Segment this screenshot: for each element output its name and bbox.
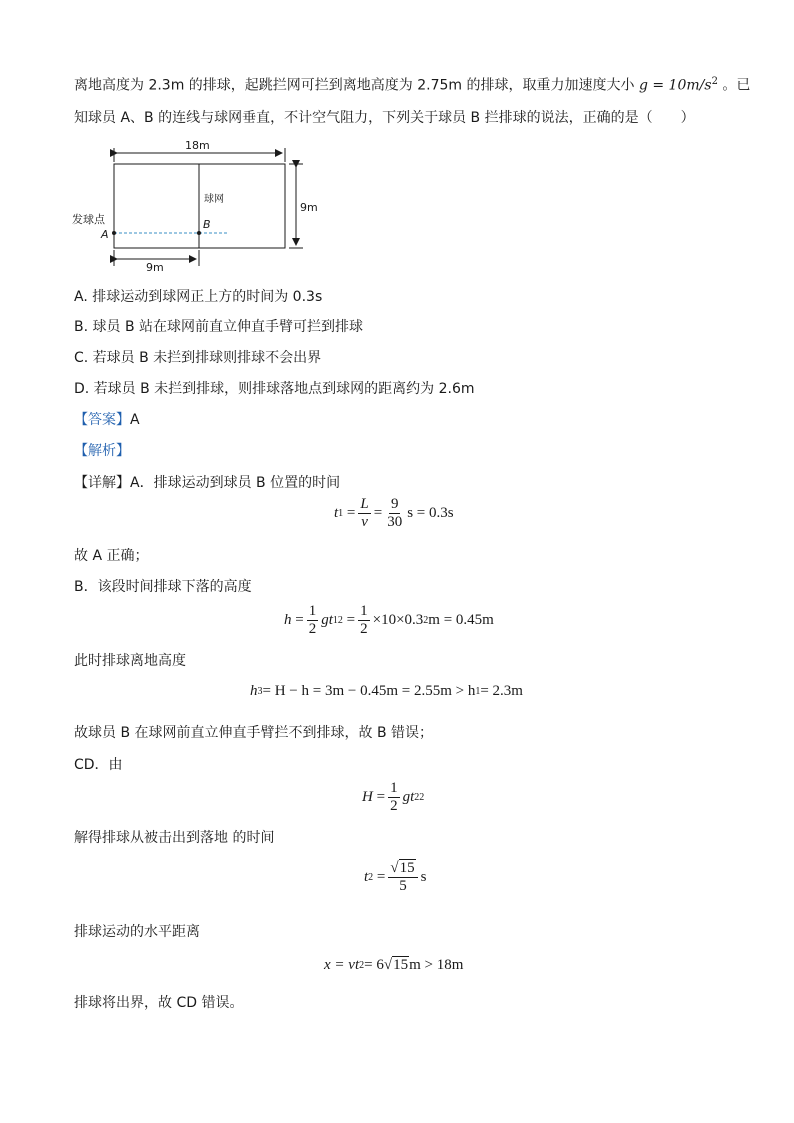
equation-3: h 3 = H − h = 3m − 0.45m = 2.55m > h 1 = 2.3m <box>250 683 523 699</box>
detail-step-a <box>74 473 340 493</box>
b-wrong: 故球员 B 在球网前直立伸直手臂拦不到排球，故 B 错误； <box>74 725 434 741</box>
dist-text: 排球运动的水平距离 <box>74 924 200 940</box>
court-diagram <box>70 138 330 278</box>
option-d: D. 若球员 B 未拦到排球，则排球落地点到球网的距离约为 2.6m <box>74 381 475 397</box>
question-line-1 <box>74 72 750 96</box>
a-correct: 故 A 正确； <box>74 548 149 564</box>
height-label: 9m <box>300 201 318 214</box>
point-b-dot <box>197 231 201 235</box>
question-text-1b: 。已 <box>722 77 751 94</box>
conclusion: 排球将出界，故 CD 错误。 <box>74 995 244 1011</box>
equation-5: t 2 = $\frac{√15}{5}$ s <box>364 860 427 894</box>
analysis-tag: 【解析】 <box>74 443 130 459</box>
option-a: A. 排球运动到球网正上方的时间为 0.3s <box>74 289 323 305</box>
equation-6: x = vt 2 = 6 √ 15 m > 18m <box>324 956 464 973</box>
half-label: 9m <box>146 261 164 274</box>
height-text: 此时排球离地高度 <box>74 653 186 669</box>
option-c: C. 若球员 B 未拦到排球则排球不会出界 <box>74 350 322 366</box>
question-line-2: 知球员 A、B 的连线与球网垂直，不计空气阻力，下列关于球员 B 拦排球的说法，正确的是（ ） <box>74 110 695 126</box>
equation-1: t 1 = $\frac{L}{v}$ = $\frac{9}{30}$ s = 0.3s <box>334 496 454 530</box>
answer-tag: 【答案】 <box>74 412 130 428</box>
gravity-exponent: 2 <box>711 76 718 87</box>
answer-line <box>74 410 140 430</box>
gravity-expression: g = 10m/s <box>638 77 712 94</box>
detail-step-b: B．该段时间排球下落的高度 <box>74 579 252 595</box>
detail-tag: 【详解】 <box>74 475 130 491</box>
net-label: 球网 <box>204 194 224 205</box>
analysis-line <box>74 441 130 461</box>
question-text-1a: 离地高度为 2.3m 的排球，起跳拦网可拦到离地高度为 2.75m 的排球，取重力加速度大小 <box>74 77 635 94</box>
point-b-label: B <box>203 218 211 231</box>
option-b: B. 球员 B 站在球网前直立伸直手臂可拦到排球 <box>74 319 364 335</box>
point-a-dot <box>112 231 116 235</box>
serve-label: 发球点 <box>72 213 105 226</box>
step-cd: CD．由 <box>74 757 123 773</box>
equation-2: h = $\frac{1}{2}$ gt 1 2 = $\frac{1}{2}$ ×10×0.3 2 m = 0.45m <box>284 603 494 637</box>
step-a-text: A．排球运动到球员 B 位置的时间 <box>130 475 341 491</box>
equation-4: H = $\frac{1}{2}$ gt 2 2 <box>362 780 425 814</box>
point-a-label: A <box>101 228 109 241</box>
width-label: 18m <box>185 139 210 152</box>
answer-value: A <box>130 412 140 428</box>
solve-text: 解得排球从被击出到落地 的时间 <box>74 830 275 846</box>
